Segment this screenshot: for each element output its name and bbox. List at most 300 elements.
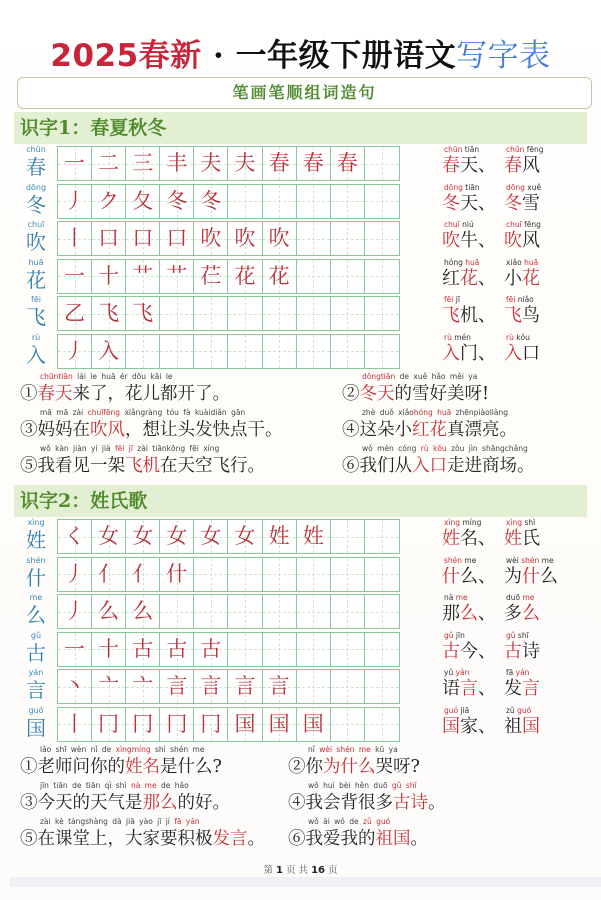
lesson-1-header: 识字1：春夏秋冬 — [14, 112, 587, 144]
grid-cell — [58, 297, 92, 330]
tianzige-grid — [57, 557, 400, 592]
stroke-step: 言 — [166, 674, 188, 698]
pinyin-syllable: xìng — [506, 518, 523, 527]
stroke-step: 冂 — [132, 711, 154, 736]
pinyin-highlight: xìngmíng — [115, 745, 151, 754]
pinyin-pre: wǒ huì bèi hěn duō — [308, 781, 392, 790]
grid-cell — [92, 185, 126, 218]
word-pair — [438, 668, 588, 705]
pinyin-syllable: yán — [515, 668, 530, 677]
grid-cell — [58, 558, 92, 591]
pinyin-syllable: shén — [444, 555, 463, 565]
tianzige-grid — [57, 707, 400, 742]
stroke-step: 吹 — [234, 226, 256, 250]
separator: 、 — [478, 192, 496, 214]
tianzige-grid — [57, 296, 400, 331]
grid-cell — [194, 708, 228, 741]
grid-cell — [365, 670, 399, 703]
grid-cell — [160, 297, 194, 330]
grid-cell — [194, 185, 228, 218]
grid-cell — [92, 335, 126, 368]
grid-cell — [365, 222, 399, 255]
grid-cell — [194, 595, 228, 628]
separator: 、 — [478, 678, 496, 699]
sentence-post: 的雪好美呀! — [394, 384, 490, 404]
word-char: 什 — [522, 565, 540, 587]
sentence-number: ⑥ — [342, 456, 360, 476]
character-row — [0, 556, 420, 593]
grid-cell — [92, 222, 126, 255]
grid-cell — [331, 260, 365, 293]
grid-cell — [263, 558, 297, 591]
sentence-text — [20, 382, 230, 406]
grid-cell — [331, 222, 365, 255]
grid-cell — [331, 520, 365, 553]
sentence-number: ③ — [20, 420, 38, 440]
grid-cell — [126, 520, 160, 553]
separator: 、 — [478, 267, 496, 289]
pinyin-syllable: mén — [454, 332, 471, 342]
pinyin-rest: zài tiānkōng fēi xíng — [132, 444, 220, 453]
character-glyph: 入 — [26, 342, 46, 367]
sentence-highlight: 那么 — [142, 793, 178, 813]
stroke-step: 三 — [132, 151, 154, 175]
grid-cell — [365, 708, 399, 741]
sentence-pinyin — [40, 817, 200, 827]
word-characters — [442, 154, 496, 178]
word-char: 入 — [442, 342, 460, 364]
character-glyph: 冬 — [26, 192, 46, 217]
stroke-step: 么 — [132, 599, 154, 623]
grid-cell — [92, 633, 126, 666]
stroke-step: 古 — [166, 636, 188, 661]
sentence-number: ④ — [342, 420, 360, 440]
grid-cell — [331, 185, 365, 218]
separator: 、 — [478, 155, 496, 176]
stroke-step: 古 — [200, 636, 222, 661]
sentence-pre: 我爱我的 — [305, 829, 376, 849]
sentence-text — [20, 755, 222, 779]
word-char: 国 — [442, 715, 460, 737]
pinyin-syllable: jī — [455, 295, 460, 304]
grid-cell — [263, 595, 297, 628]
grid-cell — [160, 558, 194, 591]
pinyin-rest: de xuě hǎo měi ya — [395, 372, 478, 381]
grid-cell — [263, 297, 297, 330]
grid-cell — [331, 595, 365, 628]
grid-cell — [228, 558, 262, 591]
stroke-step: 亠 — [98, 674, 120, 698]
sentence-post: 真漂亮。 — [447, 420, 517, 440]
grid-cell — [194, 670, 228, 703]
word-pair — [438, 518, 588, 555]
sentence-highlight: 春天 — [37, 384, 73, 404]
word-characters — [504, 677, 540, 701]
stroke-step: 么 — [98, 599, 120, 623]
grid-cell — [365, 335, 399, 368]
example-sentence — [288, 817, 548, 853]
title-prefix: 2025春新 — [50, 38, 202, 74]
pinyin-pre: zhè duǒ xiǎo — [362, 408, 414, 417]
grid-cell — [263, 185, 297, 218]
character-glyph: 吹 — [26, 230, 46, 254]
word-char: 古 — [442, 640, 460, 662]
tianzige-grid — [57, 221, 400, 256]
word-char: 么 — [460, 603, 478, 624]
pinyin-pre: wǒ ài wǒ de — [308, 817, 364, 826]
character-row — [0, 145, 420, 182]
word-characters — [442, 602, 496, 626]
stroke-step: 女 — [234, 524, 256, 548]
grid-cell — [263, 670, 297, 703]
stroke-step: 冬 — [200, 188, 222, 213]
word-pair — [438, 706, 588, 743]
word-char: 诗 — [522, 640, 540, 662]
sentence-post: 来了，花儿都开了。 — [72, 384, 230, 404]
character-label — [18, 556, 54, 590]
pinyin-syllable: dōng — [444, 182, 463, 192]
character-pinyin: yán — [28, 668, 44, 677]
sentence-post: 在天空飞行。 — [160, 456, 265, 476]
character-row — [0, 295, 420, 332]
character-pinyin: me — [29, 593, 43, 602]
character-glyph: 春 — [26, 155, 46, 179]
stroke-step: 花 — [268, 263, 290, 288]
grid-cell — [92, 670, 126, 703]
footer-suffix: 页 — [328, 865, 338, 876]
word-pair — [438, 295, 588, 332]
stroke-step: 春 — [302, 151, 324, 175]
stroke-step: 什 — [166, 561, 188, 586]
title-suffix: 写字表 — [456, 38, 551, 74]
stroke-step: 冂 — [200, 711, 222, 736]
example-sentence — [288, 781, 548, 817]
grid-cell — [365, 520, 399, 553]
pinyin-syllable: me — [522, 593, 535, 602]
word-characters — [504, 154, 540, 178]
sentence-pinyin — [40, 745, 204, 755]
pinyin-highlight: zǔ guó — [363, 817, 391, 826]
pinyin-pre: zài kè tángshàng dà jiā yào jī jí — [40, 817, 175, 826]
pinyin-syllable: fēng — [526, 145, 544, 154]
sentence-highlight: 古诗 — [393, 793, 428, 813]
word-characters — [504, 267, 540, 291]
grid-cell — [58, 520, 92, 553]
pinyin-highlight: chūntiān — [40, 372, 73, 381]
pinyin-syllable: jīn — [455, 630, 465, 640]
pinyin-syllable: yǔ — [444, 668, 454, 677]
pinyin-highlight: fēi jī — [115, 444, 133, 453]
pinyin-syllable: huā — [524, 257, 539, 267]
grid-cell — [228, 222, 262, 255]
pinyin-syllable: shén — [521, 555, 540, 565]
stroke-step: 女 — [166, 524, 188, 548]
grid-cell — [228, 595, 262, 628]
sentence-highlight: 红花 — [412, 420, 447, 440]
grid-cell — [126, 595, 160, 628]
title-main: 一年级下册语文 — [235, 38, 457, 74]
character-label — [18, 258, 54, 292]
sentence-pinyin — [362, 408, 508, 418]
stroke-step: 丨 — [64, 226, 86, 250]
word-char: 吹 — [442, 230, 460, 251]
character-glyph: 言 — [26, 678, 46, 702]
grid-cell — [297, 185, 331, 218]
pinyin-pre: lǎo shī wèn nǐ de — [40, 745, 116, 754]
pinyin-syllable: míng — [462, 518, 482, 527]
pinyin-syllable: fēi — [506, 295, 516, 304]
grid-cell — [331, 558, 365, 591]
word-pair — [438, 333, 588, 370]
stroke-step: 口 — [132, 226, 154, 250]
word-char: 么 — [540, 565, 558, 587]
grid-cell — [228, 520, 262, 553]
word-characters — [442, 640, 496, 664]
pinyin-rest: lái le huā ér dōu kāi le — [72, 372, 173, 381]
word-char: 什 — [442, 565, 460, 587]
example-sentence — [342, 372, 601, 408]
grid-cell — [160, 670, 194, 703]
word-characters — [442, 342, 496, 366]
word-char: 飞 — [442, 305, 460, 326]
grid-cell — [160, 708, 194, 741]
grid-cell — [160, 185, 194, 218]
pinyin-rest: de hǎo — [156, 781, 189, 790]
stroke-step: 入 — [98, 338, 120, 363]
stroke-step: 丨 — [64, 711, 86, 736]
pinyin-syllable: xìng — [444, 518, 461, 527]
word-char: 名 — [460, 528, 478, 549]
sentence-pre: 我看见一架 — [37, 456, 125, 476]
word-char: 鸟 — [522, 305, 540, 326]
character-label — [18, 518, 54, 552]
pinyin-syllable: shī — [517, 630, 529, 640]
sentence-text — [20, 454, 265, 478]
stroke-step: 国 — [268, 711, 290, 736]
character-label — [18, 631, 54, 665]
stroke-step: 夫 — [200, 151, 222, 175]
word-characters — [504, 715, 540, 739]
word-pair — [438, 631, 588, 668]
word-characters — [442, 527, 496, 551]
sentence-pinyin — [308, 745, 398, 755]
pinyin-highlight: wèi shén me — [319, 745, 371, 754]
separator: 、 — [478, 715, 496, 737]
stroke-step: 十 — [98, 636, 120, 661]
sentence-highlight: 发言 — [212, 829, 248, 849]
pinyin-rest: kū ya — [370, 745, 398, 754]
current-page-number: 1 — [276, 865, 283, 876]
pinyin-syllable: yán — [455, 668, 470, 677]
character-row — [0, 518, 420, 555]
grid-cell — [160, 335, 194, 368]
word-char: 春 — [442, 155, 460, 176]
separator: 、 — [478, 230, 496, 251]
sentence-post: 。 — [410, 829, 428, 849]
word-characters — [504, 565, 558, 589]
character-pinyin: guó — [28, 705, 44, 715]
character-label — [18, 593, 54, 627]
pinyin-highlight: chuīfēng — [87, 408, 121, 417]
grid-cell — [126, 708, 160, 741]
stroke-step: 一 — [64, 263, 86, 288]
word-char: 入 — [504, 342, 522, 364]
word-char: 国 — [522, 715, 540, 737]
word-char: 雪 — [522, 192, 540, 214]
grid-cell — [194, 558, 228, 591]
sentence-number: ① — [20, 757, 38, 777]
character-row — [0, 183, 420, 220]
word-char: 小 — [504, 267, 522, 289]
grid-cell — [365, 260, 399, 293]
sentence-highlight: 为什么 — [323, 757, 376, 777]
sentence-highlight: 姓名 — [125, 757, 160, 777]
example-sentence — [20, 408, 340, 444]
pinyin-syllable: chūn — [506, 145, 525, 154]
word-char: 祖 — [504, 715, 522, 737]
sentence-number: ② — [288, 757, 306, 777]
page-bottom-strip — [10, 877, 601, 887]
total-pages-number: 16 — [311, 865, 325, 876]
character-row — [0, 668, 420, 705]
sentence-highlight: 入口 — [412, 456, 447, 476]
grid-cell — [365, 147, 399, 180]
grid-cell — [228, 185, 262, 218]
word-char: 今 — [460, 640, 478, 662]
sentence-number: ① — [20, 384, 38, 404]
stroke-step: 艹 — [132, 263, 154, 288]
grid-cell — [126, 222, 160, 255]
pinyin-syllable: niú — [462, 220, 474, 229]
word-char: 风 — [522, 230, 540, 251]
word-char: 那 — [442, 603, 460, 624]
character-label — [18, 668, 54, 702]
tianzige-grid — [57, 334, 400, 369]
grid-cell — [297, 222, 331, 255]
stroke-step: 艹 — [166, 263, 188, 288]
grid-cell — [228, 147, 262, 180]
sentence-pre: 老师问你的 — [37, 757, 125, 777]
grid-cell — [160, 520, 194, 553]
grid-cell — [194, 260, 228, 293]
sentence-text — [288, 791, 446, 815]
pinyin-syllable: fēi — [444, 295, 454, 304]
pinyin-syllable: huā — [465, 257, 480, 267]
tianzige-grid — [57, 594, 400, 629]
word-char: 机 — [460, 305, 478, 326]
stroke-step: 春 — [268, 151, 290, 175]
separator: 、 — [478, 342, 496, 364]
character-glyph: 姓 — [26, 528, 46, 552]
sentence-text — [20, 791, 230, 815]
pinyin-syllable: chuī — [444, 220, 460, 229]
grid-cell — [58, 147, 92, 180]
character-pinyin: xìng — [27, 518, 45, 527]
word-characters — [442, 267, 496, 291]
word-pair — [438, 593, 588, 630]
grid-cell — [263, 520, 297, 553]
grid-cell — [297, 558, 331, 591]
grid-cell — [365, 297, 399, 330]
character-pinyin: fēi — [31, 295, 41, 304]
grid-cell — [58, 185, 92, 218]
grid-cell — [365, 633, 399, 666]
grid-cell — [297, 297, 331, 330]
grid-cell — [297, 633, 331, 666]
pinyin-syllable: wèi — [506, 555, 519, 565]
page-footer — [0, 862, 601, 876]
grid-cell — [297, 520, 331, 553]
pinyin-syllable: me — [541, 555, 554, 565]
stroke-step: 夫 — [234, 151, 256, 175]
word-pair — [438, 145, 588, 182]
grid-cell — [160, 147, 194, 180]
pinyin-syllable: fēng — [524, 220, 541, 229]
tianzige-grid — [57, 632, 400, 667]
word-char: 天 — [460, 155, 478, 176]
tianzige-grid — [57, 184, 400, 219]
separator: 、 — [478, 528, 496, 549]
grid-cell — [331, 708, 365, 741]
grid-cell — [92, 260, 126, 293]
grid-cell — [58, 335, 92, 368]
pinyin-syllable: chūn — [444, 145, 463, 154]
sentence-number: ④ — [288, 793, 306, 813]
stroke-step: 一 — [64, 151, 86, 175]
footer-middle: 页 共 — [286, 865, 309, 876]
tianzige-grid — [57, 259, 400, 294]
sentence-pre: 我会背很多 — [305, 793, 393, 813]
word-characters — [504, 527, 540, 551]
stroke-step: 丿 — [64, 188, 86, 213]
stroke-step: 国 — [234, 711, 256, 736]
grid-cell — [365, 185, 399, 218]
grid-cell — [263, 708, 297, 741]
separator: 、 — [478, 603, 496, 624]
grid-cell — [194, 297, 228, 330]
grid-cell — [297, 708, 331, 741]
character-pinyin: gǔ — [30, 630, 42, 640]
grid-cell — [228, 670, 262, 703]
pinyin-pre: nǐ — [308, 745, 320, 754]
word-char: 家 — [460, 715, 478, 737]
subtitle-banner: 笔画笔顺组词造句 — [17, 77, 592, 109]
sentence-pinyin — [362, 444, 528, 454]
sentence-number: ⑤ — [20, 456, 38, 476]
word-char: 姓 — [442, 528, 460, 549]
grid-cell — [331, 147, 365, 180]
grid-cell — [126, 335, 160, 368]
grid-cell — [365, 558, 399, 591]
example-sentence — [20, 372, 340, 408]
sentence-post: 的好。 — [177, 793, 230, 813]
sentence-text — [288, 755, 420, 779]
grid-cell — [263, 222, 297, 255]
pinyin-highlight: fā yán — [174, 817, 200, 826]
sentence-highlight: 吹风 — [90, 420, 125, 440]
pinyin-syllable: me — [455, 593, 468, 602]
character-label — [18, 183, 54, 217]
grid-cell — [92, 595, 126, 628]
grid-cell — [194, 147, 228, 180]
grid-cell — [92, 708, 126, 741]
sentence-pre: 我们从 — [359, 456, 412, 476]
stroke-step: 芢 — [200, 263, 222, 288]
page-title — [0, 30, 601, 75]
character-row — [0, 706, 420, 743]
character-glyph: 什 — [26, 565, 46, 590]
character-glyph: 飞 — [26, 305, 46, 329]
